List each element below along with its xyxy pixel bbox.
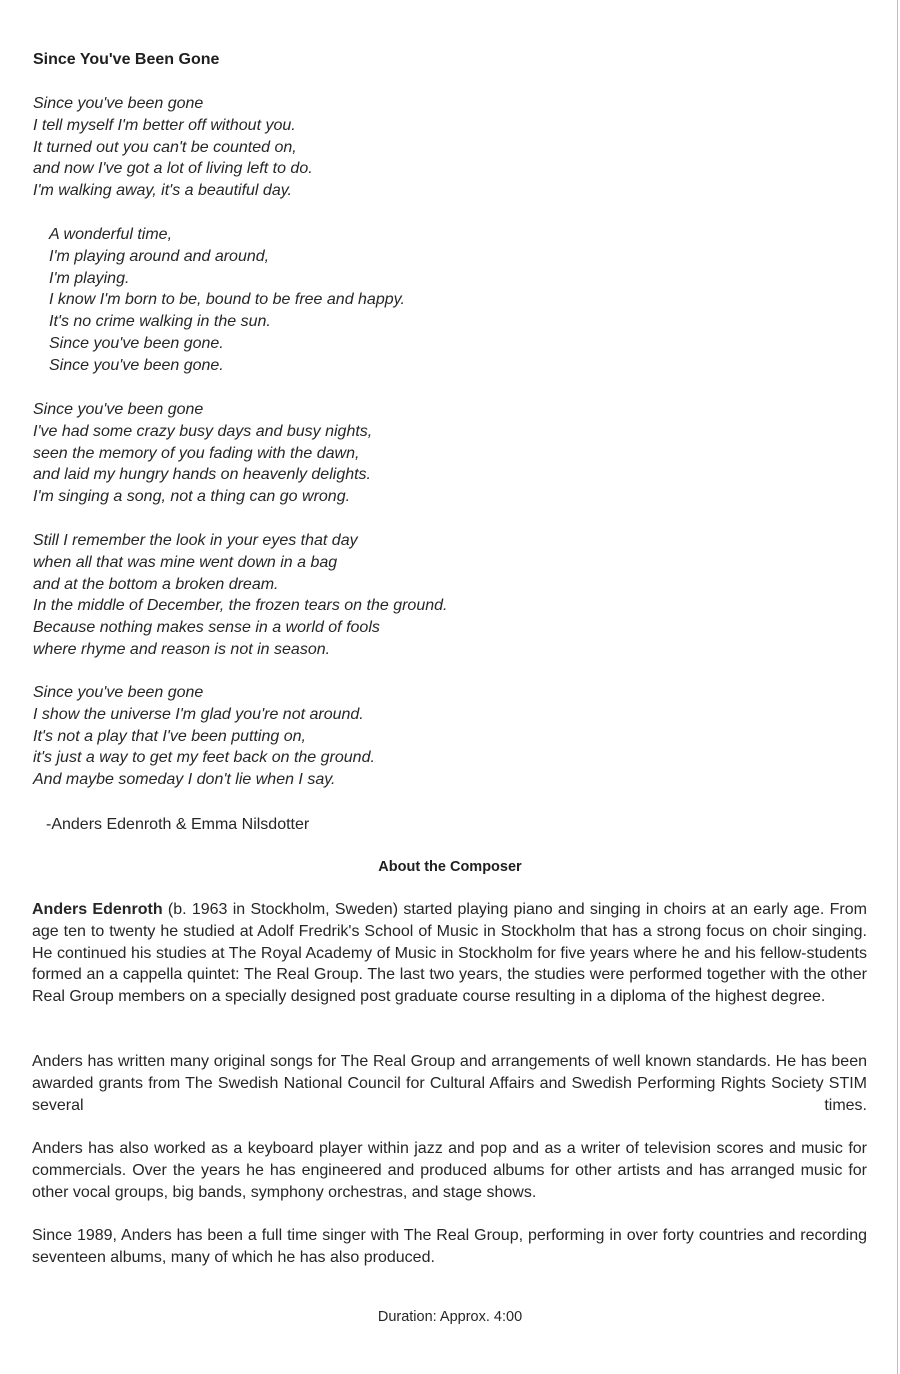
composer-bio-paragraph-2: Anders has written many original songs for The Real Group and arrangements of well known standards. He has been awarded grants from The Swedish National Council for Cultural Affairs and Swedish Performing Rights Society STIM several times.: [32, 1053, 867, 1114]
lyric-line: when all that was mine went down in a bag: [33, 553, 338, 571]
composer-name: Anders Edenroth: [32, 901, 163, 918]
composer-bio-paragraph-3: Anders has also worked as a keyboard player within jazz and pop and as a writer of television scores and music for commercials. Over the years he has engineered and produced albums for other artists and has arranged music for other vocal groups, big bands, symphony orchestras, and stage shows.: [32, 1140, 867, 1201]
lyric-line: and laid my hungry hands on heavenly delights.: [33, 466, 371, 484]
lyric-line: seen the memory of you fading with the dawn,: [33, 444, 360, 462]
composer-bio-paragraph-1: [32, 899, 867, 1008]
duration-note: Duration: Approx. 4:00: [377, 1309, 523, 1325]
page-edge-line: [897, 0, 898, 1374]
lyric-line: Since you've been gone: [33, 401, 204, 418]
lyrics-stanza-4: [33, 530, 447, 661]
lyric-line: I'm playing around and around,: [49, 247, 270, 265]
lyric-line: It's not a play that I've been putting on,: [33, 727, 306, 745]
lyric-line: I know I'm born to be, bound to be free and happy.: [49, 291, 405, 309]
lyric-line: Still I remember the look in your eyes that day: [33, 532, 358, 549]
about-composer-heading: About the Composer: [378, 859, 522, 875]
lyric-line: it's just a way to get my feet back on the ground.: [33, 749, 375, 767]
lyric-line: I tell myself I'm better off without you.: [33, 116, 296, 134]
song-title: Since You've Been Gone: [33, 51, 220, 68]
lyric-line: Since you've been gone.: [49, 356, 224, 374]
lyric-line: Since you've been gone: [33, 684, 204, 701]
lyrics-stanza-2: [49, 224, 405, 377]
lyric-line: and at the bottom a broken dream.: [33, 575, 279, 593]
lyric-line: I'm singing a song, not a thing can go wrong.: [33, 488, 351, 506]
lyric-line: And maybe someday I don't lie when I say.: [33, 771, 336, 789]
lyrics-stanza-1: [33, 93, 313, 202]
lyric-line: Since you've been gone: [33, 95, 204, 112]
lyric-line: where rhyme and reason is not in season.: [33, 640, 331, 658]
lyric-line: I'm walking away, it's a beautiful day.: [33, 182, 292, 200]
lyric-line: In the middle of December, the frozen tears on the ground.: [33, 597, 448, 615]
composer-bio-paragraph-4: Since 1989, Anders has been a full time singer with The Real Group, performing in over forty countries and recording seventeen albums, many of which he has also produced.: [32, 1227, 867, 1266]
lyric-line: It turned out you can't be counted on,: [33, 138, 297, 156]
lyric-line: I'm playing.: [49, 269, 130, 287]
lyrics-credit: -Anders Edenroth & Emma Nilsdotter: [46, 816, 310, 833]
lyric-line: It's no crime walking in the sun.: [49, 313, 271, 331]
lyric-line: and now I've got a lot of living left to do.: [33, 160, 313, 178]
lyric-line: Because nothing makes sense in a world of fools: [33, 619, 380, 637]
lyric-line: I've had some crazy busy days and busy nights,: [33, 422, 373, 440]
lyric-line: Since you've been gone.: [49, 334, 224, 352]
lyrics-stanza-5: [33, 682, 375, 791]
lyrics-stanza-3: [33, 399, 372, 508]
lyric-line: A wonderful time,: [49, 226, 173, 243]
composer-bio-text: (b. 1963 in Stockholm, Sweden) started playing piano and singing in choirs at an early age. From age ten to twenty he studied at Adolf Fredrik's School of Music in Stockholm that has a strong focus on choir singing. He continued his studies at The Royal Academy of Music in Stockholm for five years where he and his fellow-students formed an a cappella quintet: The Real Group. The last two years, the studies were performed together with the other Real Group members on a specially designed post graduate course resulting in a diploma of the highest degree.: [32, 901, 867, 1006]
lyric-line: I show the universe I'm glad you're not around.: [33, 705, 364, 723]
